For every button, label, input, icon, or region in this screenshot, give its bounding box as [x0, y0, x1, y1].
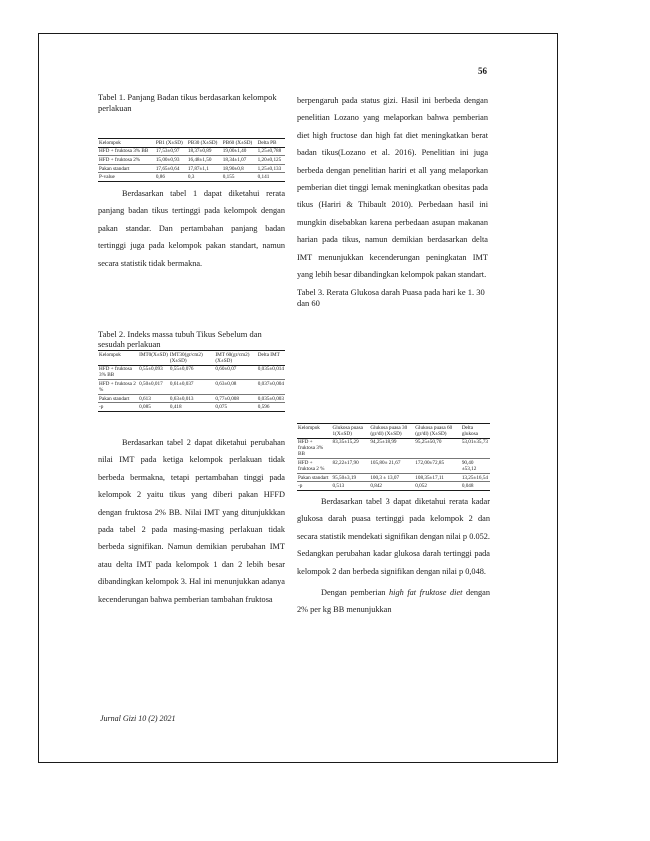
table-cell: 0,035±0,014 — [257, 366, 284, 373]
table1-header-cell: Kelompok — [99, 139, 121, 146]
table-cell: P-value — [99, 174, 115, 181]
table-cell: 53,01±35,73 — [461, 439, 489, 446]
table-cell: 95,50±3,19 — [332, 474, 357, 481]
table3-header-cell: Glukosa puasa 30 (gr/dl) (X±SD) — [370, 424, 408, 437]
table-cell: 17,65±0,64 — [155, 165, 180, 172]
table-cell: 1,25±0,133 — [257, 165, 282, 172]
table-cell: 0,86 — [155, 174, 165, 181]
table-cell: 94,25±18,99 — [370, 439, 397, 446]
table3-wrapper — [297, 423, 490, 619]
right-column — [297, 92, 488, 309]
table3 — [297, 423, 490, 491]
table-cell: HFD + fruktosa 3% BB — [99, 148, 149, 155]
table-cell: 0,075 — [215, 404, 228, 411]
table-cell: HFD + fruktosa 3% BB — [298, 439, 324, 458]
left-paragraph-1: Berdasarkan tabel 1 dapat diketahui rerata panjang badan tikus tertinggi pada kelompok dengan pakan standar. Dan pertambahan panjang badan tertinggi juga pada kelompok pakan standart, namun secara statistik tidak bermakna. — [98, 188, 285, 268]
table3-caption: Tabel 3. Rerata Glukosa darah Puasa pada hari ke 1. 30 dan 60 — [297, 287, 485, 309]
table1 — [98, 138, 285, 182]
table3-header-cell: Glukosa puasa 1(X±SD) — [332, 424, 363, 437]
table-cell: 18,34±1,07 — [222, 156, 247, 163]
table1-header-cell: PB30 (X±SD) — [187, 139, 218, 146]
table-cell: 0,55±0,093 — [139, 366, 163, 373]
table-cell: 0,50±0,017 — [139, 380, 163, 387]
table-row — [297, 459, 490, 474]
table-cell: 0,418 — [169, 404, 182, 411]
table-cell: HFD + fruktosa 2 % — [99, 380, 136, 393]
left-column — [98, 92, 283, 114]
table-row — [98, 394, 285, 403]
table-cell: HFD + fruktosa 2 % — [298, 459, 325, 472]
table1-caption: Tabel 1. Panjang Badan tikus berdasarkan kelompok perlakuan — [98, 92, 277, 113]
table-cell: 18,90±0,8 — [222, 165, 244, 172]
table2-header-cell: IMT30(gr/cm2) (X±SD) — [169, 351, 203, 364]
table-cell: 0,55±0,076 — [169, 366, 194, 373]
right-paragraph-2: Berdasarkan tabel 3 dapat diketahui rerata kadar glukosa darah puasa tertinggi pada kelompok 2 dan secara statistik mendekati signifikan dengan nilai p 0.052. Sedangkan perubahan kadar glukosa darah tertinggi pada kelompok 2 dan berbeda signifikan dengan nilai p 0,048. — [297, 496, 490, 576]
table3-header — [297, 424, 490, 439]
table-cell: Pakan standart — [298, 474, 329, 481]
table-row — [98, 173, 285, 182]
para3-text-end: dengan 2% per kg BB menunjukkan — [297, 588, 490, 615]
table-row — [297, 473, 490, 482]
table-cell: 16,48±1,50 — [187, 156, 212, 163]
table-cell: 82,22±17,90 — [332, 459, 359, 466]
table1-wrapper — [98, 138, 285, 272]
table2-header-cell: Delta IMT — [257, 351, 280, 358]
left-paragraph-2: Berdasarkan tabel 2 dapat diketahui perubahan nilai IMT pada ketiga kelompok perlakuan tidak berbeda bermakna, tetapi pertambahan tinggi pada kelompok 2 yaitu tikus yang diberi pakan HFFD dengan fruktosa 2% BB. Nilai IMT yang ditunjukkkan pada tabel 2 pada masing-masing perlakuan tidak berbeda signifikan. Namun demikian perubahan IMT atau delta IMT pada kelompok 1 dan 2 lebih besar dibandingkan kelompok 3. Hal ini menunjukkan adanya kecenderungan bahwa pemberian tambahan fruktosa — [98, 437, 285, 604]
table-cell: 0,60±0,07 — [215, 366, 237, 373]
table-cell: 13,25±16,54 — [461, 474, 489, 481]
table3-header-cell: Delta glukosa — [461, 424, 478, 437]
table-row — [98, 156, 285, 165]
table-cell: 0,035±0,003 — [257, 395, 284, 402]
table2-caption: Tabel 2. Indeks massa tubuh Tikus Sebelum dan sesudah perlakuan — [98, 329, 262, 349]
para3-italic-term: high fat fruktose diet — [389, 588, 463, 597]
table1-header-cell: Delta PB — [257, 139, 277, 146]
table-cell: 0,513 — [332, 483, 345, 490]
table-row — [98, 403, 285, 412]
table-cell: 17,87±1,1 — [187, 165, 209, 172]
table2-header-cell: IMT 60(gr/cm2) (X±SD) — [215, 351, 250, 364]
table-row — [297, 438, 490, 459]
table1-header-cell: PB60 (X±SD) — [222, 139, 253, 146]
table-cell: 100,3 ± 13,07 — [370, 474, 400, 481]
table-cell: 0,596 — [257, 404, 270, 411]
table-cell: 15,00±0,93 — [155, 156, 180, 163]
table-cell: 0,63±0,08 — [215, 380, 237, 387]
table-cell: 0,613 — [139, 395, 151, 402]
journal-footer: Jurnal Gizi 10 (2) 2021 — [100, 714, 176, 723]
table-cell: 105,80± 21,67 — [370, 459, 401, 466]
table-row — [98, 164, 285, 173]
table-cell: 0,052 — [415, 483, 427, 490]
page-number: 56 — [478, 66, 487, 76]
table-cell: 18,37±0,89 — [187, 148, 212, 155]
table-cell: HFD + fruktosa 2% — [99, 156, 141, 163]
table-cell: 0,141 — [257, 174, 270, 181]
para3-text-start: Dengan pemberian — [321, 588, 389, 597]
table-cell: -p — [298, 483, 303, 490]
table1-header — [98, 139, 285, 148]
table-cell: 17,53±0,97 — [155, 148, 180, 155]
table3-header-cell: Glukosa puasa 60 (gr/dl) (X±SD) — [415, 424, 453, 437]
table-cell: 0,037±0,004 — [257, 380, 284, 387]
table-cell: HFD + fruktosa 3% BB — [99, 366, 132, 379]
table-cell: 90,40 ±53,12 — [461, 459, 477, 472]
table-cell: Pakan standart — [99, 395, 130, 402]
table-cell: 0,61±0,037 — [169, 380, 194, 387]
right-paragraph-3 — [297, 584, 490, 619]
table-cell: -p — [99, 404, 104, 411]
table-cell: 0,085 — [139, 404, 151, 411]
table2 — [98, 350, 285, 412]
table-cell: 0,155 — [222, 174, 235, 181]
table2-wrapper — [98, 329, 285, 608]
table-cell: 0,77±0,008 — [215, 395, 239, 402]
table-cell: 95,25±50,70 — [415, 439, 442, 446]
table-cell: 1,25±0,788 — [257, 148, 282, 155]
table1-header-cell: PB1 (X±SD) — [155, 139, 183, 146]
table-row — [98, 380, 285, 395]
table-cell: 0,048 — [461, 483, 474, 490]
table-cell: 0,63±0,013 — [169, 395, 194, 402]
table-cell: 0,842 — [370, 483, 382, 490]
table-cell: 1,20±0,125 — [257, 156, 282, 163]
table2-header-cell: IMT0(X±SD) — [139, 351, 168, 358]
table-row — [98, 147, 285, 156]
table-cell: 19,00±1,40 — [222, 148, 247, 155]
table-cell: 83,35±15,29 — [332, 439, 359, 446]
right-paragraph-1: berpengaruh pada status gizi. Hasil ini berbeda dengan penelitian Lozano yang melaporkan bahwa pemberian diet high fructose dan high fat diet meningkatkan berat badan tikus(Lozano et al. 2016). Penelitian ini juga berbeda dengan penelitian hariri et all yang melaporkan pemberian diet tinggi lemak meningkatkan obesitas pada tikus (Hariri & Thibault 2010). Perbedaan hasil ini mungkin disebabkan karena perbedaan asupan makanan harian pada tikus, namun demikian berdasarkan delta IMT menunjukkan kecenderungan peningkatan IMT yang lebih besar dibandingkan kelompok pakan standart. — [297, 96, 488, 280]
table2-header-cell: Kelompok — [99, 351, 121, 358]
table2-header — [98, 351, 285, 366]
table-row — [297, 482, 490, 491]
table-row — [98, 365, 285, 380]
table-cell: 172,00±72,85 — [415, 459, 445, 466]
table-cell: Pakan standart — [99, 165, 130, 172]
table-cell: 0,3 — [187, 174, 195, 181]
table-cell: 108,35±17,11 — [415, 474, 444, 481]
table3-header-cell: Kelompok — [298, 424, 320, 431]
